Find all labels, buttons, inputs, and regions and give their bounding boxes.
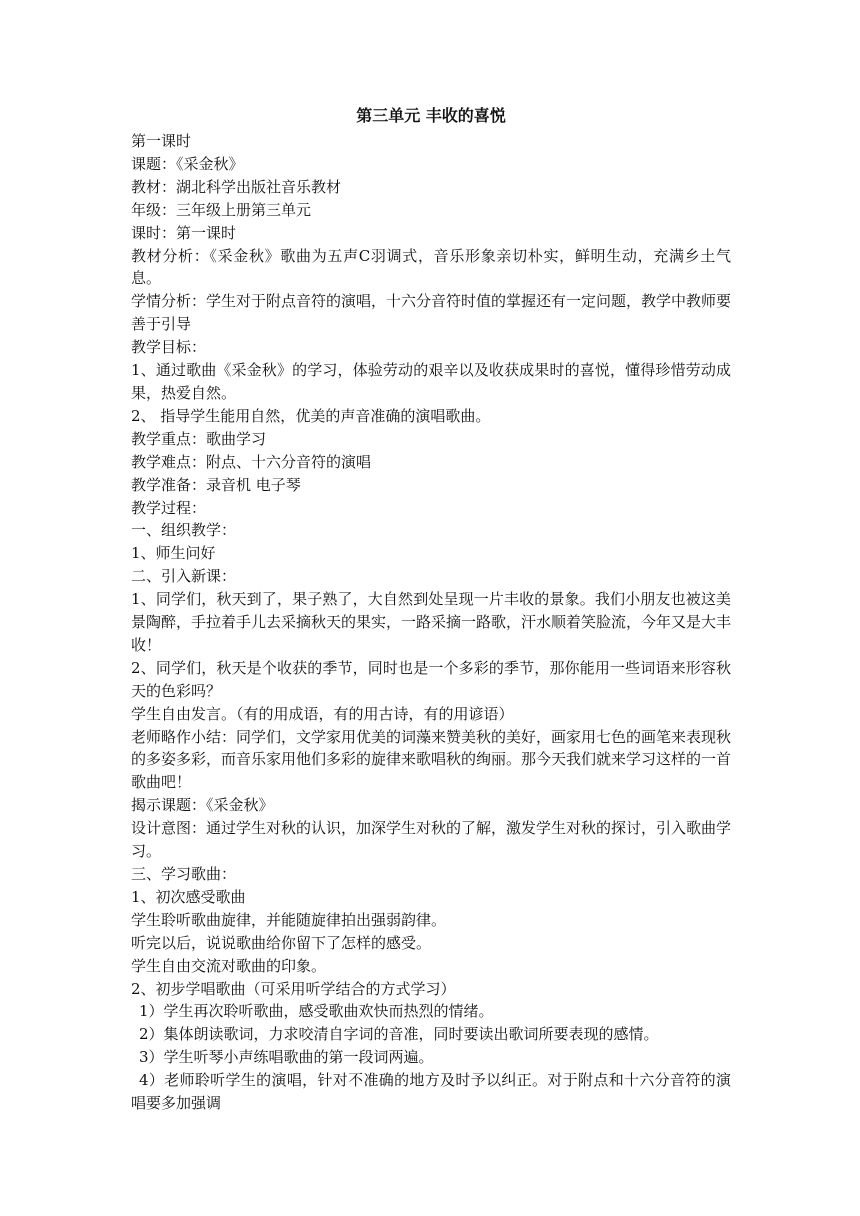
grade-info: 年级：三年级上册第三单元 bbox=[131, 200, 312, 219]
initial-learning: 2、初步学唱歌曲（可采用听学结合的方式学习） bbox=[131, 979, 456, 998]
document-body bbox=[131, 103, 731, 1115]
class-hour: 课时：第一课时 bbox=[131, 223, 237, 242]
step-4: 4）老师聆听学生的演唱，针对不准确的地方及时予以纠正。对于附点和十六分音符的演唱要多加强调 bbox=[131, 1071, 731, 1113]
process-heading: 教学过程： bbox=[131, 498, 207, 517]
preparation: 教学准备：录音机 电子琴 bbox=[131, 475, 301, 494]
textbook-info: 教材：湖北科学出版社音乐教材 bbox=[131, 177, 342, 196]
goal-item-2: 2、 指导学生能用自然，优美的声音准确的演唱歌曲。 bbox=[131, 406, 491, 425]
step-2: 2）集体朗读歌词，力求咬清自字词的音准，同时要读出歌词所要表现的感情。 bbox=[139, 1025, 659, 1044]
goals-heading: 教学目标： bbox=[131, 338, 207, 357]
discuss-feeling: 听完以后，说说歌曲给你留下了怎样的感受。 bbox=[131, 933, 432, 952]
lesson-period: 第一课时 bbox=[131, 132, 192, 150]
first-feeling: 1、初次感受歌曲 bbox=[131, 887, 246, 906]
teacher-summary: 老师略作小结：同学们，文学家用优美的词藻来赞美秋的美好，画家用七色的画笔来表现秋的多姿多彩，而音乐家用他们多彩的旋律来歌唱秋的绚丽。那今天我们就来学习这样的一首歌曲吧！ bbox=[131, 727, 732, 792]
key-points: 教学重点：歌曲学习 bbox=[131, 429, 267, 448]
section-organize: 一、组织教学： bbox=[131, 521, 237, 540]
student-analysis: 学情分析：学生对于附点音符的演唱，十六分音符时值的掌握还有一定问题，教学中教师要善于引导 bbox=[131, 292, 732, 334]
listen-melody: 学生聆听歌曲旋律，并能随旋律拍出强弱韵律。 bbox=[131, 910, 447, 929]
material-analysis: 教材分析：《采金秋》歌曲为五声C羽调式，音乐形象亲切朴实，鲜明生动，充满乡土气息。 bbox=[131, 246, 731, 288]
section-introduce: 二、引入新课： bbox=[131, 567, 237, 586]
lesson-topic: 课题：《采金秋》 bbox=[131, 154, 244, 173]
goal-item-1: 1、通过歌曲《采金秋》的学习，体验劳动的艰辛以及收获成果时的喜悦，懂得珍惜劳动成果，热爱自然。 bbox=[131, 361, 731, 402]
section-learn-song: 三、学习歌曲： bbox=[131, 865, 237, 883]
design-intent: 设计意图：通过学生对秋的认识，加深学生对秋的了解，激发学生对秋的探讨，引入歌曲学习。 bbox=[131, 819, 732, 861]
step-1: 1）学生再次聆听歌曲，感受歌曲欢快而热烈的情绪。 bbox=[139, 1002, 494, 1021]
reveal-topic: 揭示课题：《采金秋》 bbox=[131, 796, 274, 815]
difficult-points: 教学难点：附点、十六分音符的演唱 bbox=[131, 452, 372, 471]
intro-paragraph-1: 1、同学们，秋天到了，果子熟了，大自然到处呈现一片丰收的景象。我们小朋友也被这美景陶醉，手拉着手儿去采摘秋天的果实，一路采摘一路歌，汗水顺着笑脸流，今年又是大丰收！ bbox=[131, 590, 732, 654]
greeting-step: 1、师生问好 bbox=[131, 544, 216, 563]
document-title: 第三单元 丰收的喜悦 bbox=[356, 106, 506, 125]
free-exchange: 学生自由交流对歌曲的印象。 bbox=[131, 956, 327, 975]
step-3: 3）学生听琴小声练唱歌曲的第一段词两遍。 bbox=[139, 1048, 434, 1067]
intro-paragraph-2: 2、同学们，秋天是个收获的季节，同时也是一个多彩的季节，那你能用一些词语来形容秋天的色彩吗？ bbox=[131, 658, 731, 700]
student-speech: 学生自由发言。（有的用成语，有的用古诗，有的用谚语） bbox=[131, 704, 514, 723]
